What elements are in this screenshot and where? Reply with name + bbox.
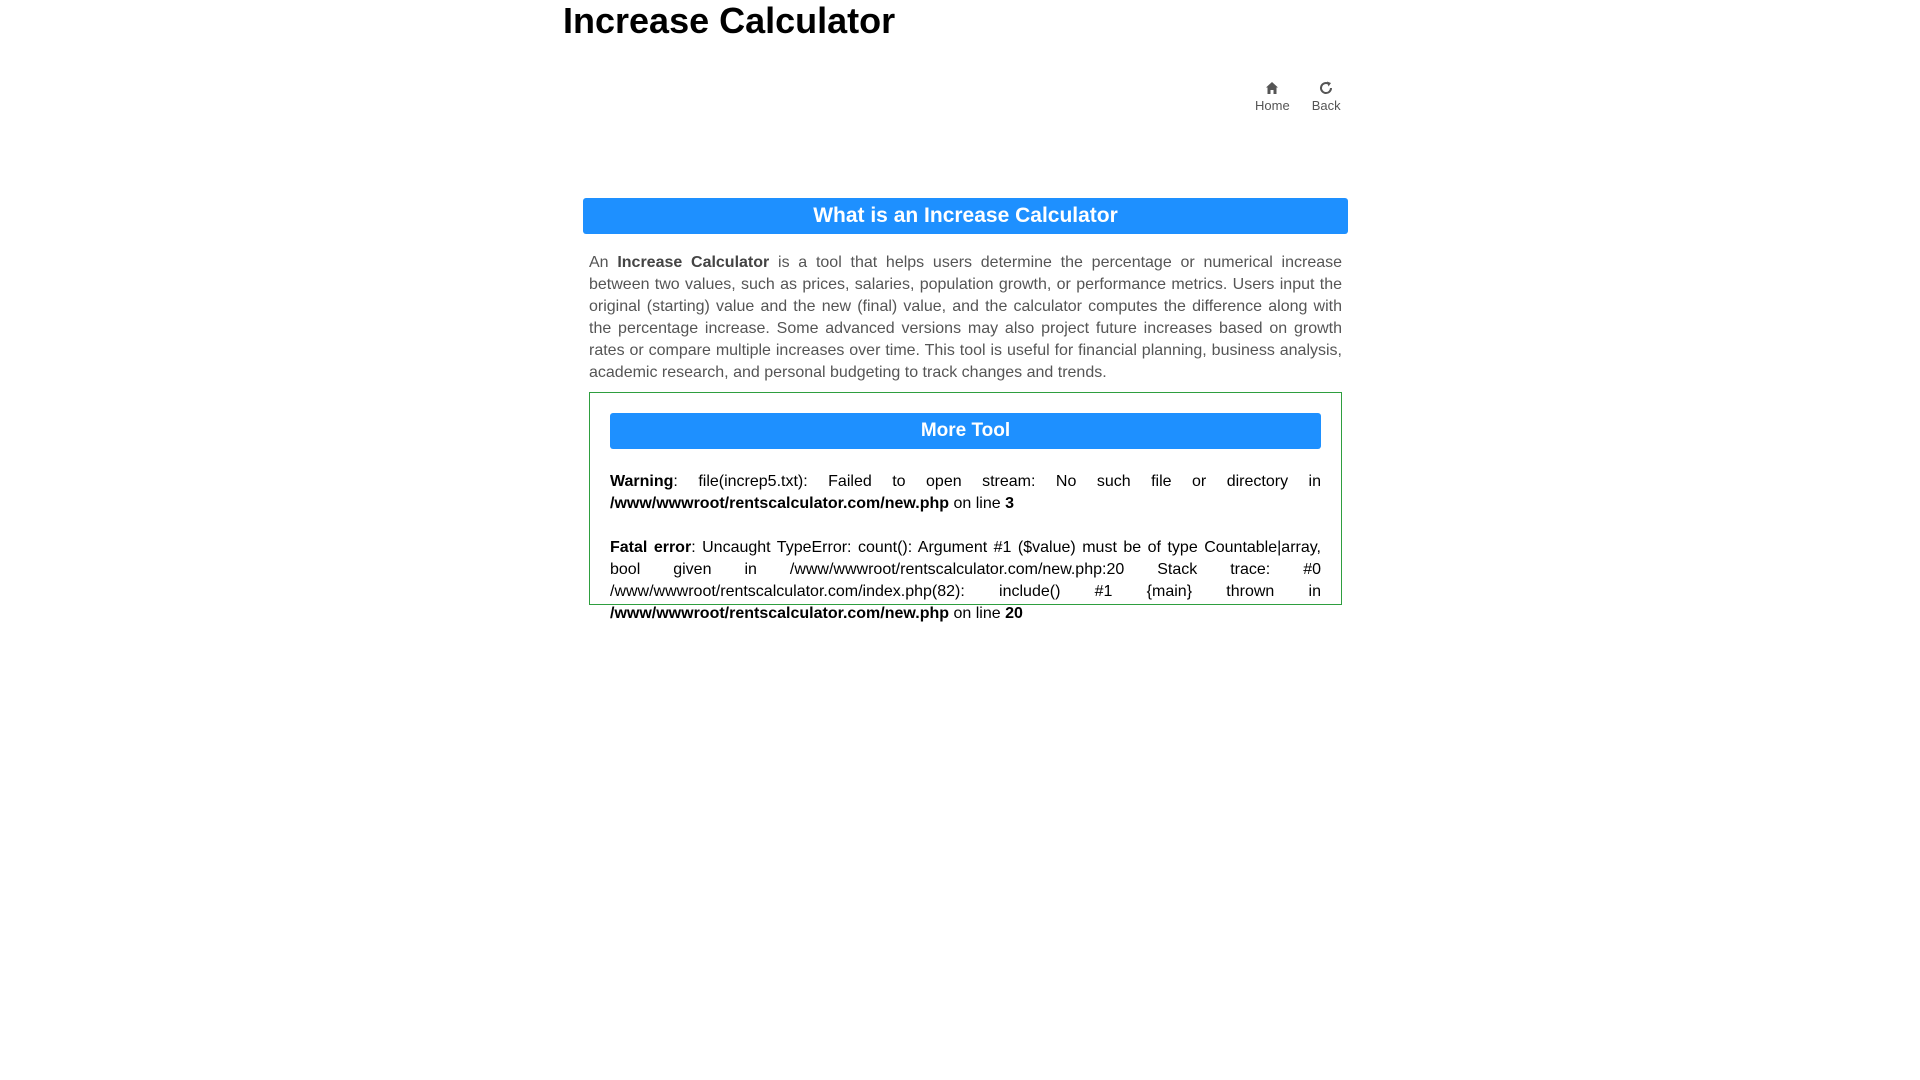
home-label: Home (1255, 98, 1290, 113)
main-content (583, 198, 1348, 622)
intro-text-suffix: is a tool that helps users determine the percentage or numerical increase between two values, such as prices, salaries, population growth, or performance metrics. Users input the original (starting) value and the new (final) value, and the calculator computes the difference along with the percentage increase. Some advanced versions may also project future increases based on growth rates or compare multiple increases over time. This tool is useful for financial planning, business analysis, academic research, and personal budgeting to track changes and trends. (589, 254, 1343, 381)
fatal-label: Fatal error (610, 539, 692, 556)
fatal-on-line: on line (949, 605, 1006, 622)
warning-label: Warning (610, 473, 674, 490)
refresh-icon (1318, 80, 1334, 96)
fatal-path: /www/wwwroot/rentscalculator.com/new.php (610, 605, 950, 622)
warning-path: /www/wwwroot/rentscalculator.com/new.php (610, 495, 950, 512)
fatal-line: 20 (1005, 605, 1023, 622)
page-title: Increase Calculator (563, 0, 896, 41)
back-button[interactable] (1312, 80, 1341, 113)
php-fatal-error (610, 537, 1321, 625)
home-icon (1264, 80, 1280, 96)
intro-text-bold: Increase Calculator (617, 254, 770, 271)
intro-heading: What is an Increase Calculator (583, 198, 1348, 234)
warning-on-line: on line (949, 495, 1006, 512)
warning-message: : file(increp5.txt): Failed to open stream: No such file or directory in (673, 473, 1321, 490)
more-tool-heading: More Tool (610, 413, 1321, 449)
back-label: Back (1311, 98, 1341, 113)
php-warning (610, 471, 1321, 515)
intro-text-prefix: An (589, 254, 618, 271)
top-nav (1255, 80, 1341, 113)
fatal-message: : Uncaught TypeError: count(): Argument #1 ($value) must be of type Countable|array, bool given in /www/wwwroot/rentscalculator.com/new.php:20 Stack trace: #0 /www/wwwroot/rentscalculator.com/index.php(82): include() #1 {main} thrown in (610, 539, 1322, 600)
more-tool-box (589, 392, 1342, 622)
home-button[interactable] (1255, 80, 1290, 113)
intro-description (589, 252, 1342, 384)
warning-line: 3 (1005, 495, 1014, 512)
